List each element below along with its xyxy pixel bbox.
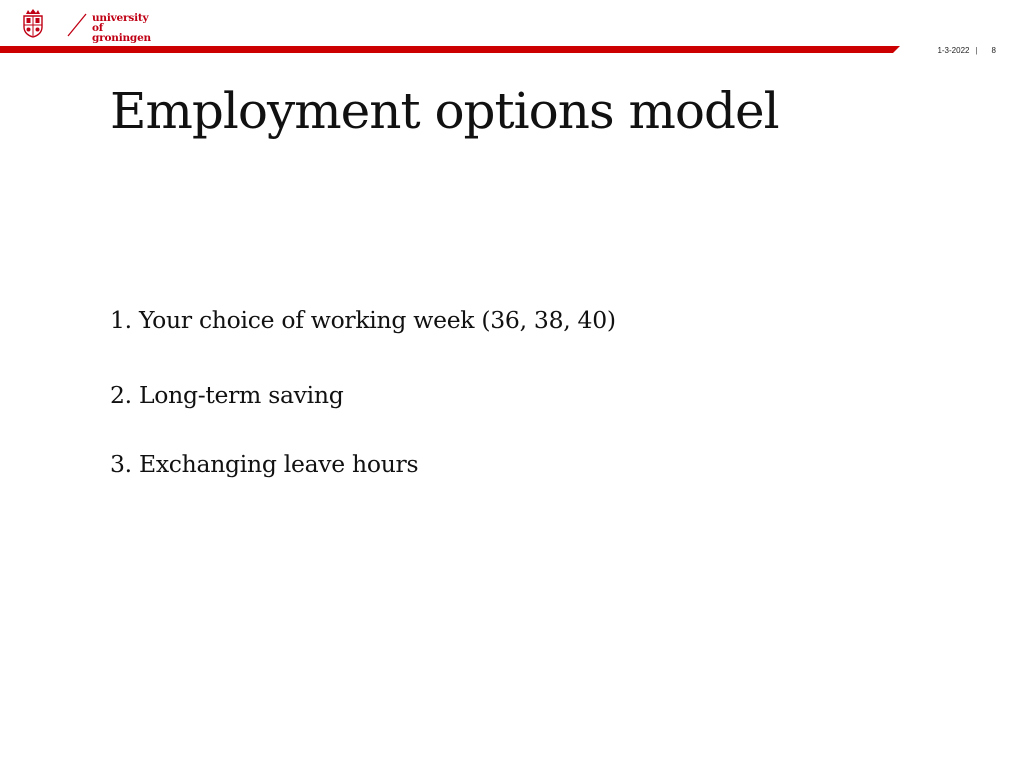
slide-date: 1-3-2022: [937, 46, 970, 55]
header-accent-bar: [0, 46, 900, 53]
slide-page-number: 8: [991, 46, 996, 55]
meta-separator: |: [975, 46, 978, 55]
list-item: 2. Long-term saving: [110, 381, 344, 409]
logo-line-1: university of: [92, 12, 149, 34]
list-item: 1. Your choice of working week (36, 38, 40): [110, 306, 616, 334]
slide-title: Employment options model: [110, 82, 779, 140]
logo-line-2: groningen: [92, 32, 151, 44]
university-crest-icon: [22, 8, 44, 38]
logo-slash-icon: [64, 12, 90, 38]
list-item: 3. Exchanging leave hours: [110, 450, 419, 478]
university-logo: [22, 8, 162, 42]
slide-meta: [937, 46, 996, 55]
logo-text: [92, 13, 162, 43]
